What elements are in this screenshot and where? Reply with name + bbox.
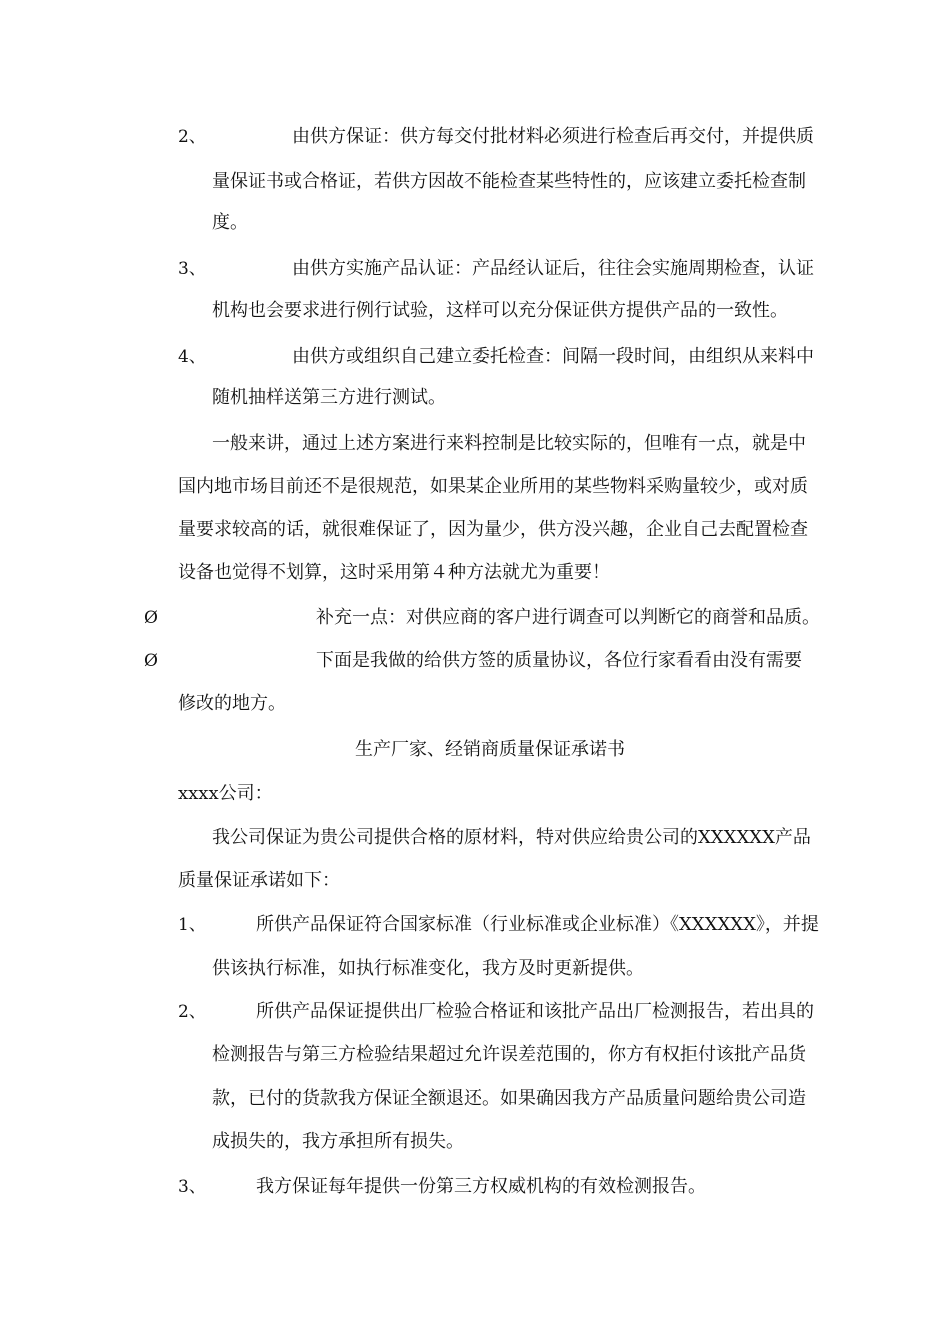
letter-intro-line: 我公司保证为贵公司提供合格的原材料，特对供应给贵公司的XXXXXX产品 [212,827,811,848]
letter-title: 生产厂家、经销商质量保证承诺书 [355,739,625,760]
bullet-marker: Ø [144,608,158,628]
letter-intro-line: 质量保证承诺如下： [178,870,340,891]
paragraph-line: 量要求较高的话，就很难保证了，因为量少，供方没兴趣，企业自己去配置检查 [178,519,808,540]
bullet-text: 修改的地方。 [178,693,286,714]
bullet-text: 下面是我做的给供方签的质量协议，各位行家看看由没有需要 [316,650,802,671]
text-line: 所供产品保证提供出厂检验合格证和该批产品出厂检测报告，若出具的 [256,1001,814,1022]
paragraph-line: 设备也觉得不划算，这时采用第４种方法就尤为重要！ [178,562,610,583]
text-line: 我方保证每年提供一份第三方权威机构的有效检测报告。 [256,1176,706,1197]
item-number: 3、 [178,259,206,279]
text-line: 供该执行标准，如执行标准变化，我方及时更新提供。 [212,958,644,979]
text-line: 由供方实施产品认证：产品经认证后，往往会实施周期检查，认证 [292,258,814,279]
letter-salutation: xxxx公司： [178,783,273,804]
item-number: 4、 [178,347,206,367]
text-line: 由供方保证：供方每交付批材料必须进行检查后再交付，并提供质 [292,126,814,147]
text-line: 量保证书或合格证，若供方因故不能检查某些特性的，应该建立委托检查制 [212,171,806,192]
text-line: 由供方或组织自己建立委托检查：间隔一段时间，由组织从来料中 [292,346,814,367]
text-line: 款，已付的货款我方保证全额退还。如果确因我方产品质量问题给贵公司造 [212,1088,806,1109]
paragraph-line: 国内地市场目前还不是很规范，如果某企业所用的某些物料采购量较少，或对质 [178,476,808,497]
bullet-text: 补充一点：对供应商的客户进行调查可以判断它的商誉和品质。 [316,607,820,628]
text-line: 随机抽样送第三方进行测试。 [212,387,446,408]
text-line: 度。 [212,212,248,233]
item-number: 2、 [178,1002,206,1022]
text-line: 检测报告与第三方检验结果超过允许误差范围的，你方有权拒付该批产品货 [212,1044,806,1065]
item-number: 2、 [178,127,206,147]
text-line: 成损失的，我方承担所有损失。 [212,1131,464,1152]
paragraph-line: 一般来讲，通过上述方案进行来料控制是比较实际的，但唯有一点，就是中 [212,433,806,454]
text-line: 所供产品保证符合国家标准（行业标准或企业标准）《XXXXXX》，并提 [256,914,819,935]
item-number: 1、 [178,915,206,935]
text-line: 机构也会要求进行例行试验，这样可以充分保证供方提供产品的一致性。 [212,300,788,321]
item-number: 3、 [178,1177,206,1197]
bullet-marker: Ø [144,651,158,671]
